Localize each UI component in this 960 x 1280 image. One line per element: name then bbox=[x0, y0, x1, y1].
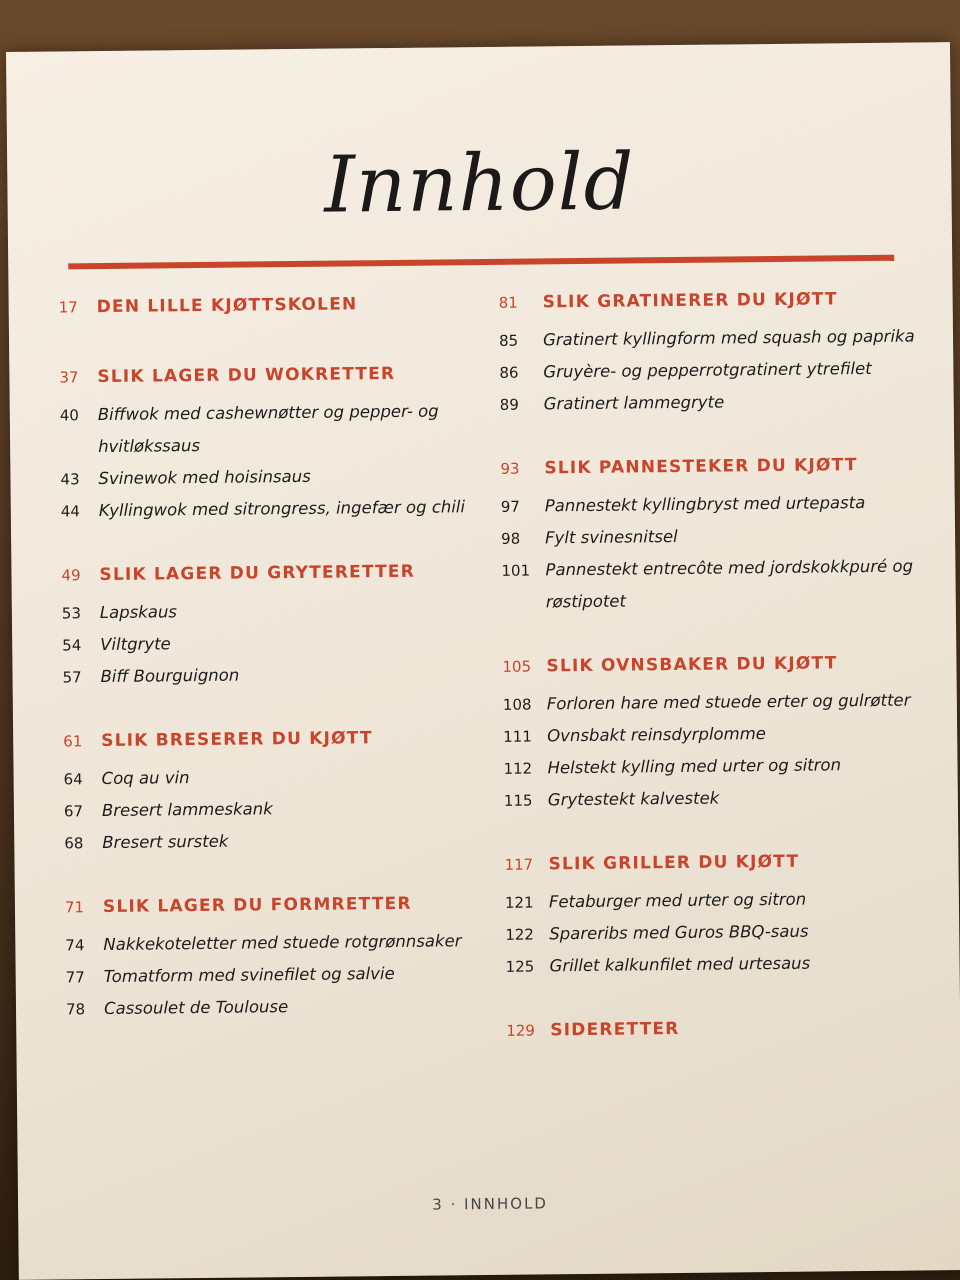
section-heading bbox=[502, 652, 942, 689]
section-title: SLIK GRILLER DU KJØTT bbox=[548, 851, 800, 875]
entry-title: Ovnsbakt reinsdyrplomme bbox=[547, 724, 766, 746]
toc-entry bbox=[500, 384, 940, 421]
entry-page-number: 125 bbox=[505, 957, 535, 976]
toc-entry bbox=[62, 625, 482, 661]
entry-title: Kyllingwok med sitrongress, ingefær og chili bbox=[98, 497, 466, 521]
entry-title: Svinewok med hoisinsaus bbox=[98, 466, 311, 489]
section-page-number: 37 bbox=[59, 368, 79, 387]
section-page-number: 49 bbox=[61, 566, 81, 585]
entry-title: Biffwok med cashewnøtter og pepper- og hvitløkssaus bbox=[97, 401, 439, 457]
toc-section bbox=[504, 850, 945, 983]
section-page-number: 129 bbox=[506, 1021, 536, 1040]
toc-entry bbox=[503, 716, 943, 753]
entry-page-number: 43 bbox=[60, 470, 80, 489]
section-heading bbox=[59, 363, 479, 399]
toc-entry bbox=[60, 395, 481, 463]
toc-entry bbox=[505, 946, 945, 983]
section-title: SLIK LAGER DU FORMRETTER bbox=[102, 893, 412, 918]
entry-page-number: 112 bbox=[503, 759, 533, 778]
toc-entry bbox=[501, 518, 941, 555]
entry-page-number: 98 bbox=[501, 529, 521, 548]
entry-title: Gratinert kyllingform med squash og paprika bbox=[542, 326, 915, 350]
section-page-number: 93 bbox=[500, 459, 520, 478]
toc-entry bbox=[62, 593, 482, 629]
toc-entry bbox=[60, 459, 480, 495]
section-title: SIDERETTER bbox=[550, 1019, 680, 1041]
toc-entry bbox=[64, 823, 484, 859]
entry-page-number: 67 bbox=[63, 802, 84, 821]
section-heading bbox=[63, 727, 483, 763]
toc-entry bbox=[499, 320, 939, 357]
toc-left-column bbox=[59, 293, 487, 1063]
entry-title: Nakkekoteletter med stuede rotgrønnsaker bbox=[103, 931, 462, 955]
toc-entry bbox=[499, 352, 939, 389]
entry-page-number: 44 bbox=[60, 502, 81, 521]
toc-entry bbox=[66, 989, 486, 1025]
entry-title: Grillet kalkunfilet med urtesaus bbox=[549, 953, 811, 976]
toc-entry bbox=[505, 914, 945, 951]
section-title: SLIK BRESERER DU KJØTT bbox=[101, 728, 373, 752]
toc-section bbox=[65, 893, 486, 1025]
entry-page-number: 54 bbox=[62, 636, 82, 655]
toc-entry bbox=[503, 748, 943, 785]
toc-entry bbox=[61, 491, 481, 527]
toc-entry bbox=[501, 486, 941, 523]
entry-page-number: 74 bbox=[65, 936, 85, 955]
entry-title: Spareribs med Guros BBQ-saus bbox=[549, 921, 809, 944]
entry-title: Fetaburger med urter og sitron bbox=[548, 889, 807, 912]
toc-entry bbox=[62, 657, 482, 693]
section-title: DEN LILLE KJØTTSKOLEN bbox=[96, 294, 358, 318]
entry-title: Coq au vin bbox=[101, 768, 190, 789]
entry-page-number: 86 bbox=[499, 363, 519, 382]
page-title: Innhold bbox=[323, 137, 636, 231]
toc-section bbox=[61, 561, 482, 693]
entry-page-number: 85 bbox=[498, 331, 519, 350]
entry-title: Bresert lammeskank bbox=[101, 799, 273, 821]
page-footer: 3 · INNHOLD bbox=[432, 1194, 549, 1214]
section-page-number: 81 bbox=[498, 293, 518, 312]
toc-right-column bbox=[499, 288, 947, 1091]
toc-entry bbox=[65, 925, 485, 961]
entry-page-number: 77 bbox=[65, 968, 85, 987]
toc-section bbox=[59, 363, 481, 527]
book-page bbox=[6, 42, 960, 1280]
entry-page-number: 89 bbox=[499, 395, 519, 414]
entry-title: Pannestekt entrecôte med jordskokkpuré og røstipotet bbox=[545, 556, 914, 612]
section-heading bbox=[499, 288, 939, 325]
section-heading bbox=[61, 561, 481, 597]
section-page-number: 61 bbox=[63, 732, 83, 751]
entry-title: Gruyère- og pepperrotgratinert ytrefilet bbox=[543, 358, 872, 382]
entry-page-number: 115 bbox=[503, 791, 533, 810]
toc-entry bbox=[64, 791, 484, 827]
toc-entry bbox=[501, 550, 942, 619]
section-heading bbox=[504, 850, 944, 887]
entry-page-number: 40 bbox=[59, 406, 79, 425]
entry-page-number: 78 bbox=[65, 1000, 86, 1019]
section-heading bbox=[65, 893, 485, 929]
toc-section bbox=[500, 454, 942, 619]
section-page-number: 17 bbox=[58, 298, 78, 317]
toc-section bbox=[59, 293, 479, 329]
entry-title: Cassoulet de Toulouse bbox=[103, 997, 289, 1019]
toc-entry bbox=[505, 882, 945, 919]
section-heading bbox=[500, 454, 940, 491]
entry-page-number: 68 bbox=[64, 834, 84, 853]
entry-title: Forloren hare med stuede erter og gulrøtter bbox=[546, 690, 911, 714]
entry-title: Tomatform med svinefilet og salvie bbox=[103, 963, 395, 987]
entry-page-number: 101 bbox=[501, 561, 531, 580]
entry-page-number: 111 bbox=[503, 727, 532, 746]
toc-section bbox=[502, 652, 944, 817]
entry-page-number: 122 bbox=[505, 925, 535, 944]
toc-section bbox=[506, 1016, 946, 1053]
section-heading bbox=[59, 293, 479, 329]
section-title: SLIK GRATINERER DU KJØTT bbox=[542, 289, 838, 313]
toc-entry bbox=[66, 957, 486, 993]
entry-page-number: 57 bbox=[62, 668, 82, 687]
entry-title: Gratinert lammegryte bbox=[543, 392, 725, 414]
section-title: SLIK PANNESTEKER DU KJØTT bbox=[544, 455, 858, 479]
toc-entry bbox=[63, 759, 483, 795]
section-page-number: 117 bbox=[504, 855, 534, 874]
toc-entry bbox=[504, 780, 944, 817]
entry-title: Bresert surstek bbox=[102, 831, 229, 853]
section-page-number: 105 bbox=[502, 657, 532, 676]
toc-section bbox=[499, 288, 940, 421]
toc-entry bbox=[503, 684, 943, 721]
entry-title: Lapskaus bbox=[99, 602, 178, 623]
entry-title: Biff Bourguignon bbox=[100, 665, 240, 687]
entry-page-number: 97 bbox=[500, 497, 520, 516]
title-divider bbox=[68, 255, 894, 270]
entry-page-number: 121 bbox=[504, 893, 534, 912]
entry-title: Helstekt kylling med urter og sitron bbox=[547, 755, 842, 778]
toc-section bbox=[63, 727, 484, 859]
section-heading bbox=[506, 1016, 946, 1053]
entry-page-number: 64 bbox=[63, 770, 83, 789]
entry-page-number: 53 bbox=[61, 604, 82, 623]
entry-title: Viltgryte bbox=[100, 634, 171, 655]
section-title: SLIK LAGER DU WOKRETTER bbox=[97, 363, 396, 388]
entry-title: Fylt svinesnitsel bbox=[545, 526, 678, 548]
entry-title: Pannestekt kyllingbryst med urtepasta bbox=[544, 493, 866, 516]
section-page-number: 71 bbox=[64, 898, 85, 917]
section-title: SLIK LAGER DU GRYTERETTER bbox=[99, 561, 416, 586]
entry-page-number: 108 bbox=[502, 695, 532, 714]
section-title: SLIK OVNSBAKER DU KJØTT bbox=[546, 653, 838, 677]
entry-title: Grytestekt kalvestek bbox=[547, 788, 720, 810]
